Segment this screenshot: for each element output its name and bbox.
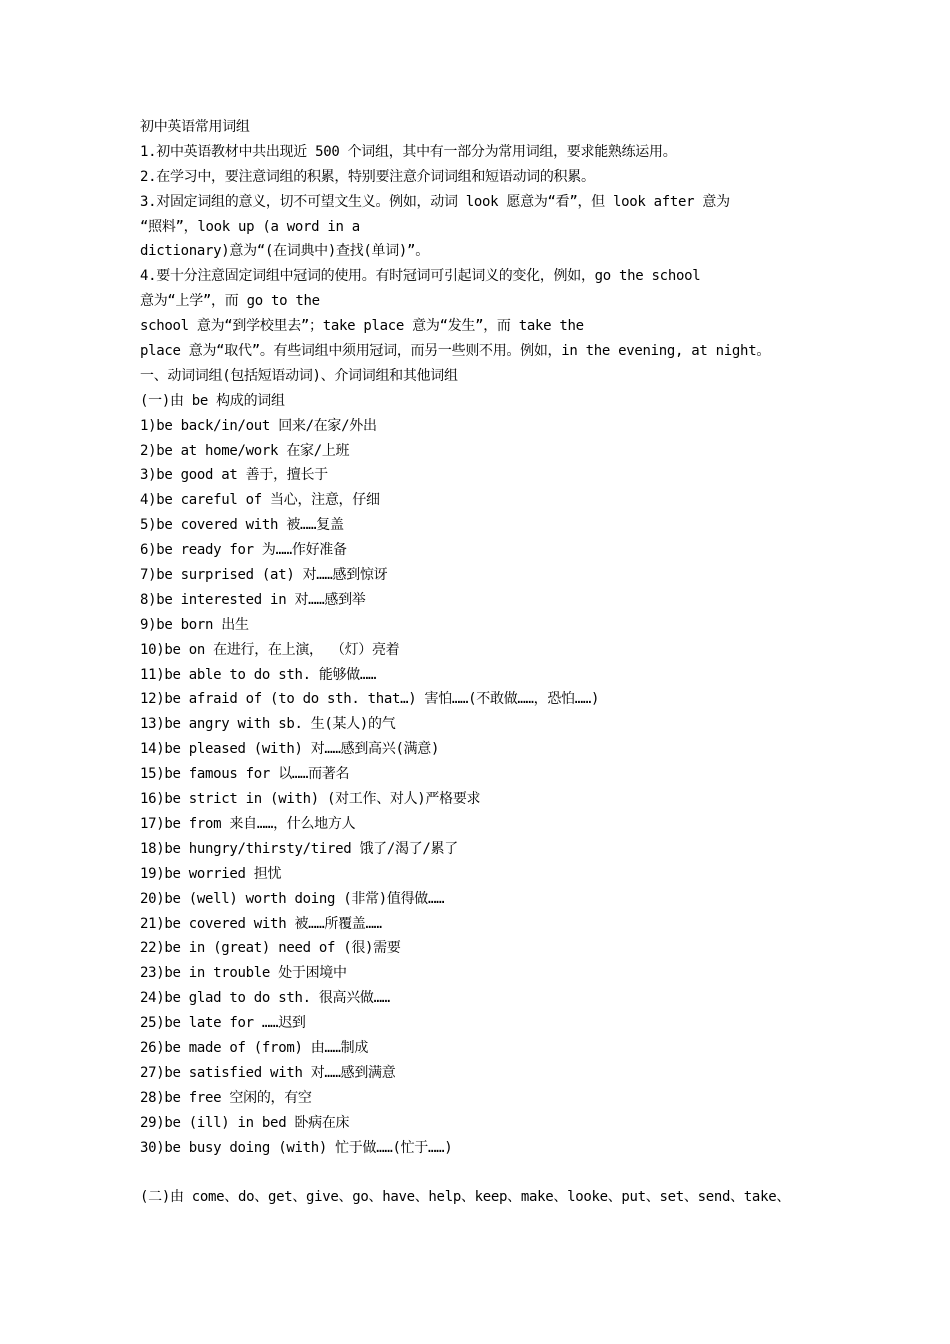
list-item: 28)be free 空闲的，有空	[140, 1089, 312, 1106]
document-page	[140, 115, 820, 1210]
intro-line: 4.要十分注意固定词组中冠词的使用。有时冠词可引起词义的变化，例如，go the school	[140, 268, 701, 285]
list-item: 20)be (well) worth doing (非常)值得做……	[140, 890, 445, 907]
list-item: 3)be good at 善于，擅长于	[140, 467, 328, 484]
list-item: 4)be careful of 当心，注意，仔细	[140, 492, 380, 509]
subsection-heading-be: (一)由 be 构成的词组	[140, 392, 285, 409]
intro-line: 2.在学习中，要注意词组的积累，特别要注意介词词组和短语动词的积累。	[140, 168, 595, 185]
section-heading: 一、动词词组(包括短语动词)、介词词组和其他词组	[140, 367, 458, 384]
blank-line	[140, 1160, 820, 1185]
list-item: 6)be ready for 为……作好准备	[140, 542, 347, 559]
list-item: 26)be made of (from) 由……制成	[140, 1039, 369, 1056]
list-item: 8)be interested in 对……感到举	[140, 591, 366, 608]
list-item: 12)be afraid of (to do sth. that…) 害怕……(不敢做……，恐怕……)	[140, 691, 600, 708]
list-item: 16)be strict in (with) (对工作、对人)严格要求	[140, 791, 481, 808]
list-item: 1)be back/in/out 回来/在家/外出	[140, 417, 377, 434]
list-item: 15)be famous for 以……而著名	[140, 766, 350, 783]
list-item: 19)be worried 担忧	[140, 865, 282, 882]
list-item: 29)be (ill) in bed 卧病在床	[140, 1114, 350, 1131]
list-item: 24)be glad to do sth. 很高兴做……	[140, 990, 390, 1007]
intro-block	[140, 140, 820, 364]
list-item: 17)be from 来自……，什么地方人	[140, 815, 356, 832]
intro-line: “照料”，look up (a word in a	[140, 218, 360, 235]
list-item: 2)be at home/work 在家/上班	[140, 442, 350, 459]
list-item: 11)be able to do sth. 能够做……	[140, 666, 377, 683]
list-item: 10)be on 在进行，在上演， （灯）亮着	[140, 641, 400, 658]
list-item: 23)be in trouble 处于困境中	[140, 965, 347, 982]
list-item: 14)be pleased (with) 对……感到高兴(满意)	[140, 741, 440, 758]
intro-line: 意为“上学”，而 go to the	[140, 293, 320, 310]
intro-line: 3.对固定词组的意义，切不可望文生义。例如，动词 look 愿意为“看”，但 look after 意为	[140, 193, 730, 210]
list-item: 13)be angry with sb. 生(某人)的气	[140, 716, 396, 733]
intro-line: school 意为“到学校里去”；take place 意为“发生”，而 take the	[140, 318, 584, 335]
list-item: 9)be born 出生	[140, 616, 249, 633]
subsection-heading-verbs: (二)由 come、do、get、give、go、have、help、keep、make、looke、put、set、send、take、	[140, 1189, 791, 1206]
list-item: 30)be busy doing (with) 忙于做……(忙于……)	[140, 1139, 453, 1156]
list-item: 25)be late for ……迟到	[140, 1015, 306, 1032]
intro-line: 1.初中英语教材中共出现近 500 个词组，其中有一部分为常用词组，要求能熟练运用。	[140, 143, 677, 160]
intro-line: place 意为“取代”。有些词组中须用冠词，而另一些则不用。例如，in the evening, at night。	[140, 343, 771, 360]
document-title: 初中英语常用词组	[140, 119, 250, 135]
phrase-list	[140, 414, 820, 1161]
list-item: 5)be covered with 被……复盖	[140, 517, 344, 534]
list-item: 27)be satisfied with 对……感到满意	[140, 1064, 396, 1081]
list-item: 21)be covered with 被……所覆盖……	[140, 915, 382, 932]
list-item: 22)be in (great) need of (很)需要	[140, 940, 401, 957]
list-item: 7)be surprised (at) 对……感到惊讶	[140, 567, 388, 584]
intro-line: dictionary)意为“(在词典中)查找(单词)”。	[140, 243, 429, 260]
list-item: 18)be hungry/thirsty/tired 饿了/渴了/累了	[140, 840, 458, 857]
